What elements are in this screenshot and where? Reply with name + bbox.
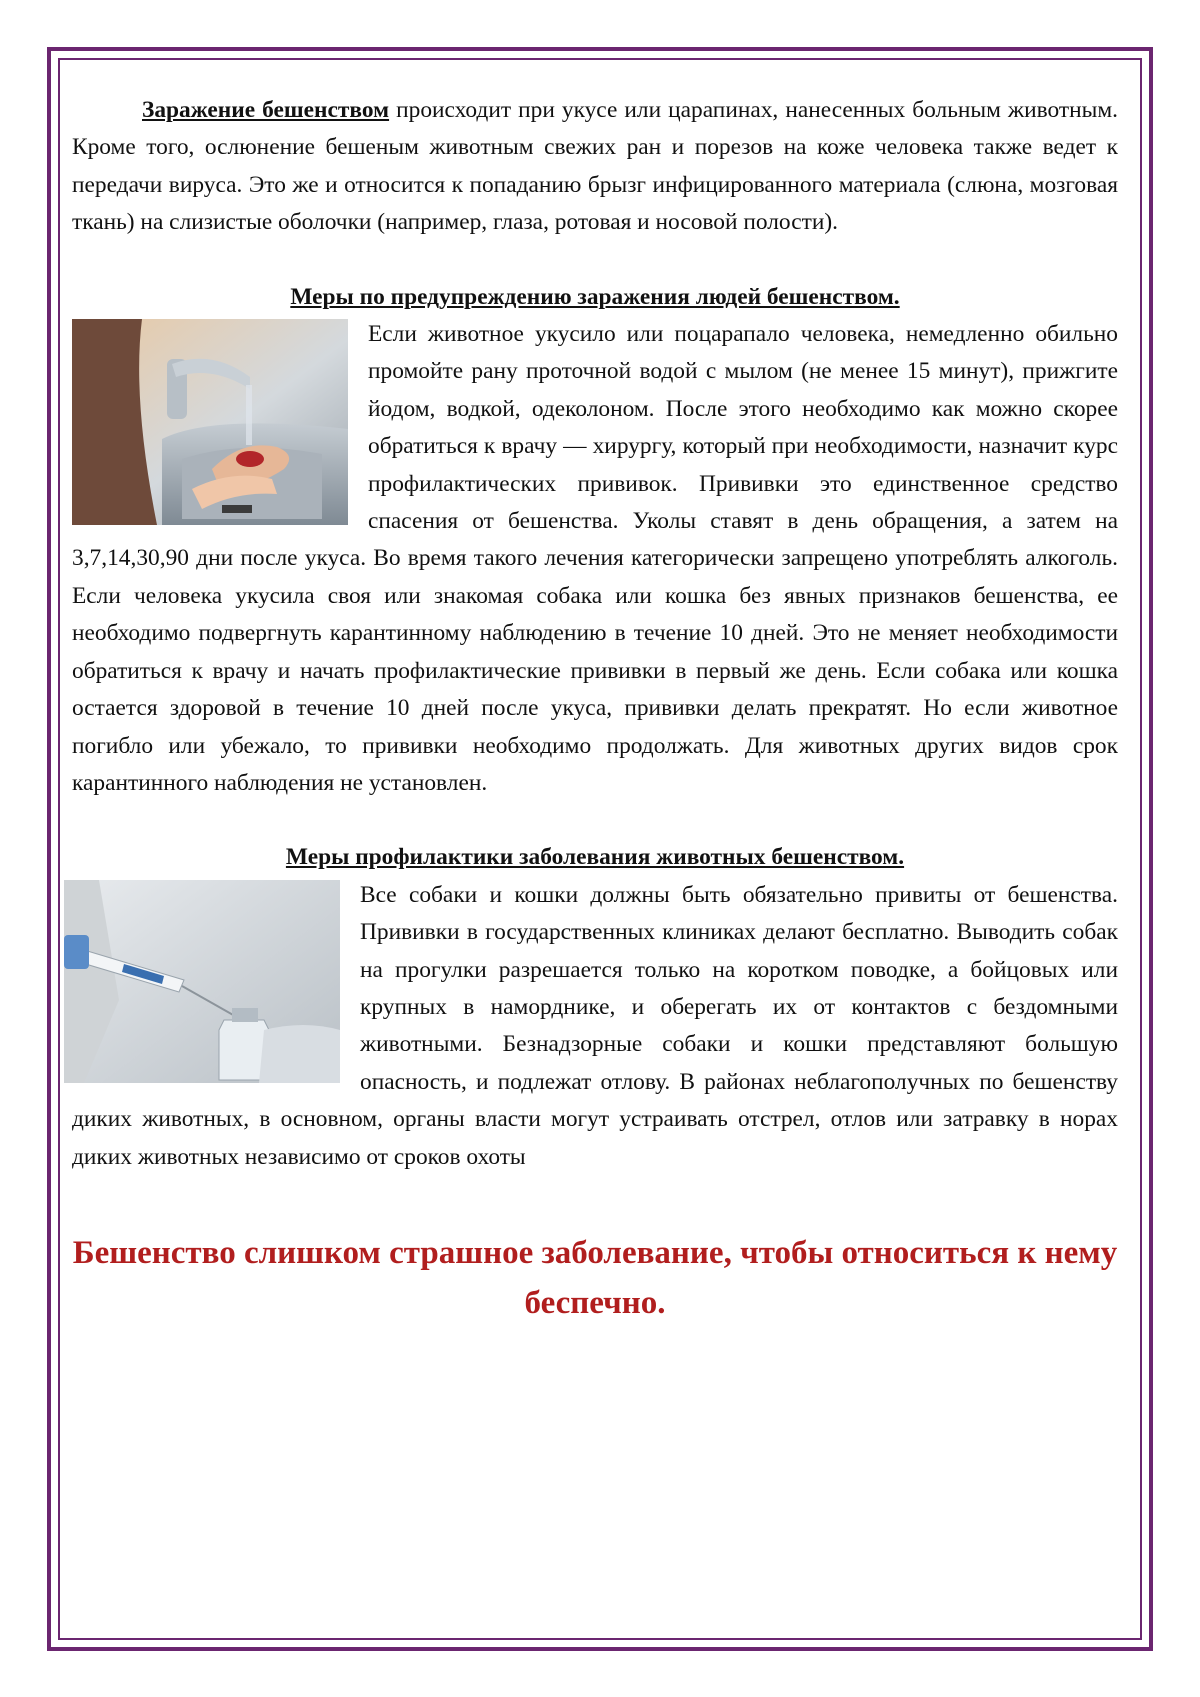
spacer [72, 242, 1118, 279]
syringe-vial-photo [64, 880, 340, 1083]
intro-paragraph [72, 92, 1118, 242]
section1-heading: Меры по предупреждению заражения людей бешенством. [290, 283, 900, 310]
intro-text: происходит при укусе или царапинах, нанесенных больным животным. Кроме того, ослюнение бешеным животным свежих ран и порезов на коже человека также ведет к передачи вируса. Это же и относится к попаданию брызг инфицированного материала (слюна, мозговая ткань) на слизистые оболочки (например, глаза, ротовая и носовой полости). [72, 97, 1118, 236]
section2-paragraph: Все собаки и кошки должны быть обязательно привиты от бешенства. Прививки в государственных клиниках делают бесплатно. Выводить собак на прогулки разрешается только на коротком поводке, а бойцовых или крупных в наморднике, и оберегать их от контактов с бездомными животными. Безнадзорные собаки и кошки представляют большую опасность, и подлежат отлову. В районах неблагополучных по бешенству диких животных, в основном, органы власти могут устраивать отстрел, отлов или затравку в норах диких животных независимо от сроков охоты [72, 881, 1118, 1170]
intro-lead: Заражение бешенством [142, 97, 390, 123]
document-body [72, 92, 1118, 1328]
spacer [72, 802, 1118, 839]
washing-wound-photo [72, 319, 348, 525]
section2-heading: Меры профилактики заболевания животных бешенством. [285, 844, 905, 871]
closing-warning: Бешенство слишком страшное заболевание, чтобы относиться к нему беспечно. [72, 1234, 1118, 1321]
section1-paragraph: Если животное укусило или поцарапало человека, немедленно обильно промойте рану проточной водой с мылом (не менее 15 минут), прижгите йодом, водкой, одеколоном. После этого необходимо как можно скорее обратиться к врачу — хирургу, который при необходимости, назначит курс профилактических прививок. Прививки это единственное средство спасения от бешенства. Уколы ставят в день обращения, а затем на 3,7,14,30,90 дни после укуса. Во время такого лечения категорически запрещено употреблять алкоголь. Если человека укусила своя или знакомая собака или кошка без явных признаков бешенства, ее необходимо подвергнуть карантинному наблюдению в течение 10 дней. Это не меняет необходимости обратиться к врачу и начать профилактические прививки в первый же день. Если собака или кошка остается здоровой в течение 10 дней после укуса, прививки делать прекратят. Но если животное погибло или убежало, то прививки необходимо продолжать. Для животных других видов срок карантинного наблюдения не установлен. [72, 321, 1118, 796]
